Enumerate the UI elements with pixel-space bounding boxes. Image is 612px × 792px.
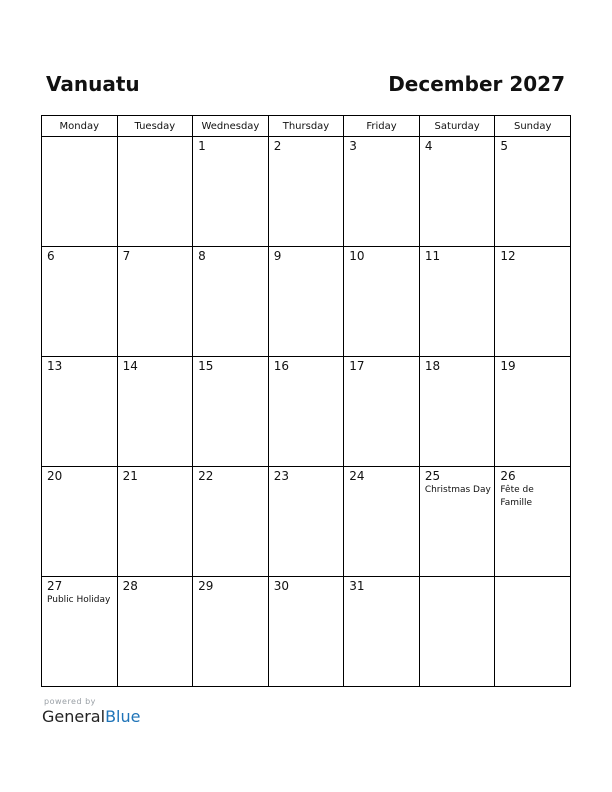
weekday-header: Monday [42, 116, 118, 137]
day-cell [419, 467, 495, 577]
logo-text-general: General [42, 707, 106, 726]
day-cell [419, 247, 495, 357]
day-cell [344, 577, 420, 687]
day-cell [268, 137, 344, 247]
logo-text-blue: Blue [105, 707, 141, 726]
day-number: 18 [424, 359, 441, 373]
day-number [42, 137, 117, 140]
day-cell [117, 577, 193, 687]
day-number: 6 [47, 249, 55, 263]
weekday-header: Wednesday [193, 116, 269, 137]
day-number: 31 [349, 579, 365, 593]
day-cell [344, 467, 420, 577]
day-cell [193, 247, 269, 357]
day-number: 2 [273, 139, 282, 153]
day-cell [344, 247, 420, 357]
calendar-grid [41, 115, 571, 687]
week-row [42, 577, 571, 687]
day-cell [495, 357, 571, 467]
generalblue-logo[interactable] [42, 707, 140, 727]
day-number: 8 [198, 249, 206, 263]
day-number: 23 [273, 469, 289, 483]
month-year-title: December 2027 [388, 72, 565, 96]
day-number: 28 [122, 579, 138, 593]
holiday-label: Christmas Day [424, 485, 491, 495]
week-row [42, 467, 571, 577]
day-cell [42, 467, 118, 577]
day-number: 25 [424, 469, 441, 483]
day-number: 16 [273, 359, 289, 373]
weekday-header: Friday [344, 116, 420, 137]
day-cell [344, 357, 420, 467]
day-number: 27 [47, 579, 63, 593]
day-cell [344, 137, 420, 247]
day-cell [193, 357, 269, 467]
day-number: 24 [349, 469, 365, 483]
day-number: 7 [122, 249, 131, 263]
day-cell [268, 247, 344, 357]
day-cell [268, 467, 344, 577]
day-number: 3 [349, 139, 357, 153]
day-number [118, 137, 193, 140]
day-number: 26 [500, 469, 516, 483]
day-number: 13 [47, 359, 63, 373]
day-number [495, 577, 570, 580]
day-number: 9 [273, 249, 282, 263]
week-row [42, 357, 571, 467]
day-cell [42, 357, 118, 467]
day-cell [419, 577, 495, 687]
day-cell [495, 577, 571, 687]
day-number: 5 [500, 139, 509, 153]
weekday-header: Saturday [419, 116, 495, 137]
day-cell [193, 577, 269, 687]
day-cell [117, 137, 193, 247]
week-row [42, 247, 571, 357]
holiday-label: Public Holiday [47, 595, 111, 605]
day-number: 19 [500, 359, 516, 373]
day-cell [193, 467, 269, 577]
day-number [420, 577, 495, 580]
day-cell [419, 357, 495, 467]
weekday-header-row [42, 116, 571, 137]
day-cell [193, 137, 269, 247]
day-number: 17 [349, 359, 365, 373]
day-number: 30 [273, 579, 289, 593]
day-cell [117, 467, 193, 577]
day-number: 4 [424, 139, 433, 153]
day-cell [42, 247, 118, 357]
day-cell [495, 247, 571, 357]
holiday-label: Fête de Famille [500, 485, 534, 508]
weekday-header: Tuesday [117, 116, 193, 137]
weekday-header: Thursday [268, 116, 344, 137]
day-number: 10 [349, 249, 365, 263]
day-cell [42, 577, 118, 687]
day-number: 15 [198, 359, 214, 373]
day-cell [495, 467, 571, 577]
day-cell [268, 357, 344, 467]
day-cell [268, 577, 344, 687]
country-title: Vanuatu [46, 72, 140, 96]
powered-by-text: powered by [44, 697, 96, 706]
day-cell [419, 137, 495, 247]
day-number: 11 [424, 249, 441, 263]
day-number: 12 [500, 249, 516, 263]
day-number: 21 [122, 469, 138, 483]
weekday-header: Sunday [495, 116, 571, 137]
day-number: 14 [122, 359, 138, 373]
day-cell [495, 137, 571, 247]
day-number: 20 [47, 469, 63, 483]
day-cell [117, 357, 193, 467]
day-cell [42, 137, 118, 247]
day-number: 22 [198, 469, 214, 483]
footer-branding [42, 697, 140, 727]
day-cell [117, 247, 193, 357]
day-number: 29 [198, 579, 214, 593]
week-row [42, 137, 571, 247]
day-number: 1 [198, 139, 206, 153]
